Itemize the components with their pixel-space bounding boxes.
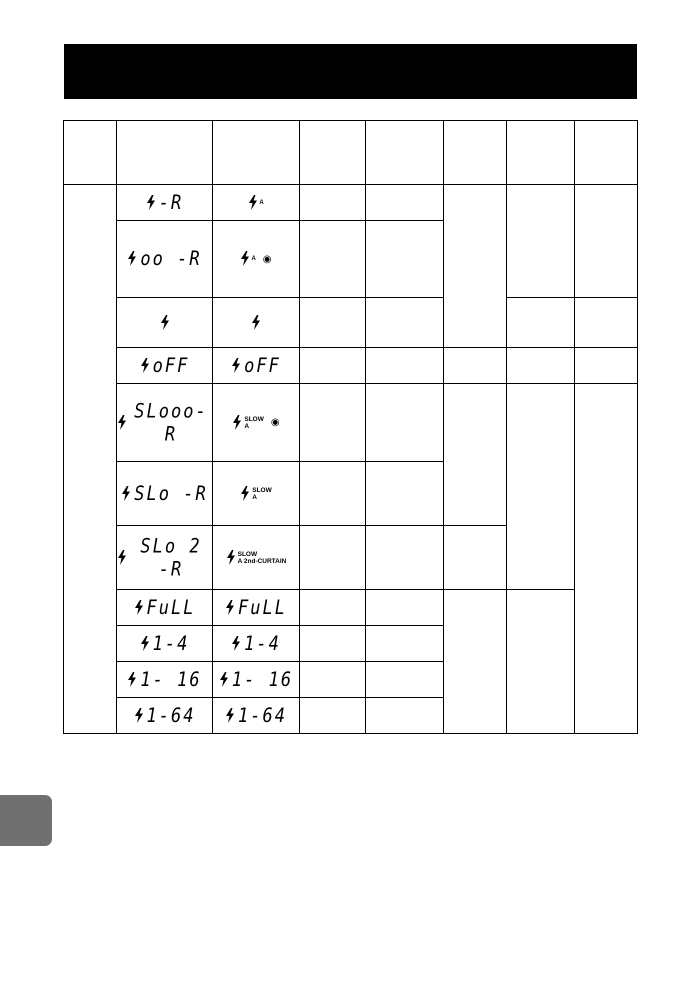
lcd-cell: [117, 590, 213, 626]
table-cell: [300, 626, 366, 662]
flash-bolt-icon: [232, 414, 242, 432]
control-panel-cell: [213, 462, 300, 526]
header-cell: [300, 121, 366, 185]
header-cell: [64, 121, 117, 185]
flash-bolt-icon: [140, 635, 150, 653]
header-cell: [366, 121, 444, 185]
table-cell: [366, 221, 444, 298]
table-cell: [300, 298, 366, 348]
table-cell: [366, 526, 444, 590]
table-cell: [300, 462, 366, 526]
slow-label: SLOW: [244, 415, 264, 423]
lcd-cell: [117, 384, 213, 462]
lcd-text: SLo 2 -R: [140, 534, 202, 581]
control-panel-cell: [213, 298, 300, 348]
control-panel-cell: [213, 590, 300, 626]
flash-bolt-icon: [140, 357, 150, 375]
lcd-text: oo -R: [140, 247, 202, 271]
flash-bolt-icon: [134, 599, 144, 617]
table-row: [64, 590, 638, 626]
table-cell: [507, 348, 575, 384]
lcd-cell: [117, 221, 213, 298]
header-cell: [575, 121, 638, 185]
group-cell: [64, 185, 117, 734]
table-cell: [575, 185, 638, 298]
flash-bolt-icon: [225, 707, 235, 725]
table-cell: [444, 185, 507, 348]
table-header-row: [64, 121, 638, 185]
lcd-text: 1-4: [152, 632, 190, 655]
table-cell: [507, 384, 575, 590]
table-cell: [300, 384, 366, 462]
flash-bolt-icon: [231, 635, 241, 653]
table-cell: [300, 221, 366, 298]
flash-bolt-icon: [240, 485, 250, 503]
control-panel-cell: [213, 384, 300, 462]
lcd-text: SLooo-R: [134, 399, 208, 446]
control-panel-cell: [213, 526, 300, 590]
lcd-cell: [117, 626, 213, 662]
control-panel-cell: [213, 221, 300, 298]
table-row: [64, 384, 638, 462]
flash-bolt-icon: [219, 671, 229, 689]
lcd-text: -R: [158, 191, 184, 214]
table-cell: [575, 384, 638, 734]
table-cell: [366, 462, 444, 526]
lcd-cell: [117, 662, 213, 698]
control-text: oFF: [244, 354, 281, 377]
red-eye-icon: ◉: [270, 417, 280, 428]
lcd-text: SLo -R: [134, 482, 208, 505]
flash-bolt-icon: [127, 671, 137, 689]
table-cell: [300, 185, 366, 221]
curtain-label: A 2nd-CURTAIN: [237, 557, 287, 565]
control-panel-cell: [213, 348, 300, 384]
flash-bolt-icon: [117, 414, 127, 432]
flash-bolt-icon: [248, 194, 258, 212]
slow-label: SLOW: [252, 486, 272, 494]
table-cell: [444, 590, 507, 734]
red-eye-icon: ◉: [262, 253, 272, 265]
header-cell: [444, 121, 507, 185]
table-cell: [507, 298, 575, 348]
chapter-side-tab: [0, 795, 52, 846]
table-cell: [366, 185, 444, 221]
lcd-text: 1- 16: [140, 668, 202, 691]
table-cell: [366, 590, 444, 626]
table-cell: [300, 526, 366, 590]
flash-mode-table: [63, 120, 638, 734]
table-cell: [366, 662, 444, 698]
lcd-cell: [117, 185, 213, 221]
slow-label: SLOW: [237, 550, 258, 558]
control-text: 1-64: [238, 704, 287, 727]
lcd-text: oFF: [152, 354, 190, 377]
lcd-text: FuLL: [146, 596, 196, 619]
flash-bolt-icon: [225, 599, 235, 617]
flash-bolt-icon: [117, 549, 127, 567]
flash-bolt-icon: [121, 485, 131, 503]
table-cell: [366, 348, 444, 384]
auto-label: A: [259, 199, 264, 206]
table-cell: [444, 384, 507, 526]
table-cell: [444, 526, 507, 590]
table-cell: [300, 348, 366, 384]
flash-bolt-icon: [251, 314, 261, 332]
flash-bolt-icon: [226, 549, 236, 567]
table-cell: [300, 590, 366, 626]
control-text: FuLL: [238, 596, 287, 619]
table-cell: [507, 185, 575, 298]
flash-bolt-icon: [160, 314, 170, 332]
lcd-cell: [117, 298, 213, 348]
table-cell: [507, 590, 575, 734]
control-panel-cell: [213, 662, 300, 698]
flash-bolt-icon: [127, 250, 137, 268]
flash-bolt-icon: [134, 707, 144, 725]
table-cell: [575, 348, 638, 384]
lcd-cell: [117, 462, 213, 526]
flash-bolt-icon: [240, 250, 250, 268]
table-row: [64, 298, 638, 348]
lcd-cell: [117, 348, 213, 384]
table-cell: [366, 698, 444, 734]
table-cell: [366, 384, 444, 462]
flash-bolt-icon: [146, 194, 156, 212]
control-panel-cell: [213, 626, 300, 662]
table-cell: [300, 662, 366, 698]
header-cell: [117, 121, 213, 185]
table-row: [64, 348, 638, 384]
control-panel-cell: [213, 185, 300, 221]
control-panel-cell: [213, 698, 300, 734]
table-cell: [444, 348, 507, 384]
table-cell: [366, 626, 444, 662]
auto-label: A: [252, 493, 257, 501]
auto-label: A: [251, 256, 256, 262]
lcd-cell: [117, 698, 213, 734]
auto-label: A: [244, 422, 250, 430]
title-bar: [64, 44, 637, 99]
control-text: 1-4: [244, 632, 281, 655]
header-cell: [507, 121, 575, 185]
lcd-cell: [117, 526, 213, 590]
table-cell: [575, 298, 638, 348]
lcd-text: 1-64: [146, 704, 196, 727]
control-text: 1- 16: [231, 668, 294, 691]
header-cell: [213, 121, 300, 185]
table-cell: [366, 298, 444, 348]
table-cell: [300, 698, 366, 734]
flash-bolt-icon: [231, 357, 241, 375]
table-row: [64, 185, 638, 221]
